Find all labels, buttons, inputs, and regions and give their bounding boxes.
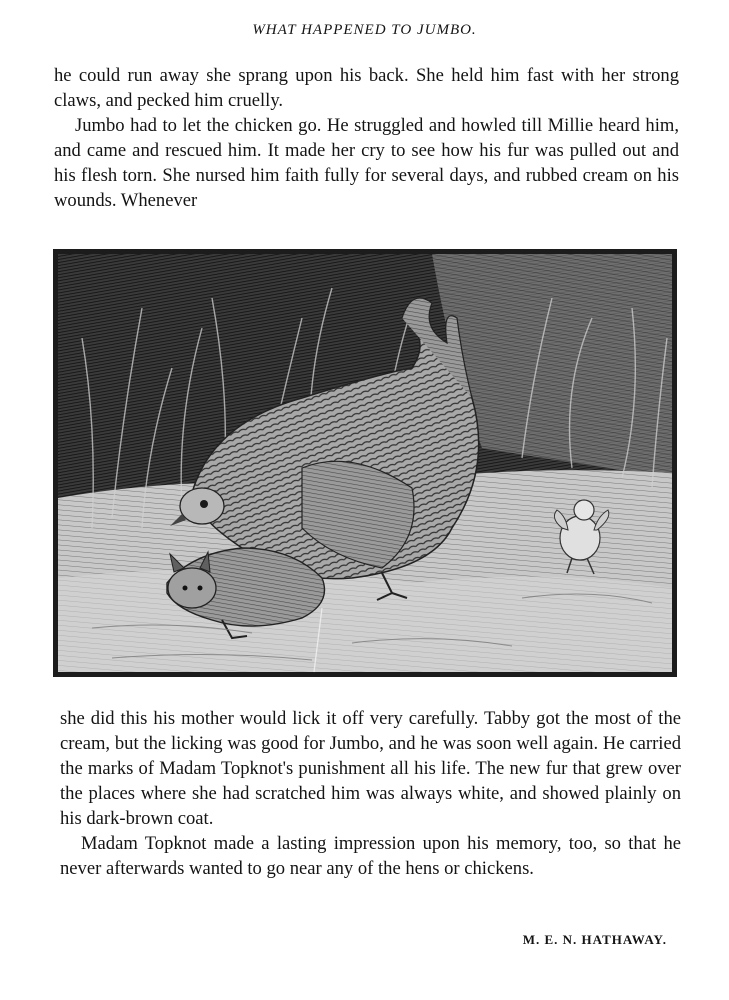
paragraph-continued-healing: she did this his mother would lick it off very carefully. Tabby got the most of the cream, but the licking was good for Jumbo, and he was soon well again. He carried the marks of Madam Topknot's punishment all his life. The new fur that grew over the places where she had scratched him was always white, and showed plainly on his dark-brown coat.: [60, 708, 681, 829]
paragraph-lasting-impression: Madam Topknot made a lasting impression upon his memory, too, so that he never afterwards wanted to go near any of the hens or chickens.: [60, 833, 681, 879]
paragraph-continued: he could run away she sprang upon his back. She held him fast with her strong claws, and pecked him cruelly.: [54, 65, 679, 111]
running-header: WHAT HAPPENED TO JUMBO.: [252, 22, 477, 38]
text-block-bottom: [60, 706, 681, 881]
engraving-illustration: [52, 248, 678, 678]
paragraph-jumbo-rescue: Jumbo had to let the chicken go. He struggled and howled till Millie heard him, and came and rescued him. It made her cry to see how his fur was pulled out and his flesh torn. She nursed him faith fully for several days, and rubbed cream on his wounds. Whenever: [54, 115, 679, 211]
hen-and-kitten-engraving: [52, 248, 678, 678]
author-signature: M. E. N. HATHAWAY.: [522, 932, 667, 947]
text-block-top: [54, 63, 679, 213]
